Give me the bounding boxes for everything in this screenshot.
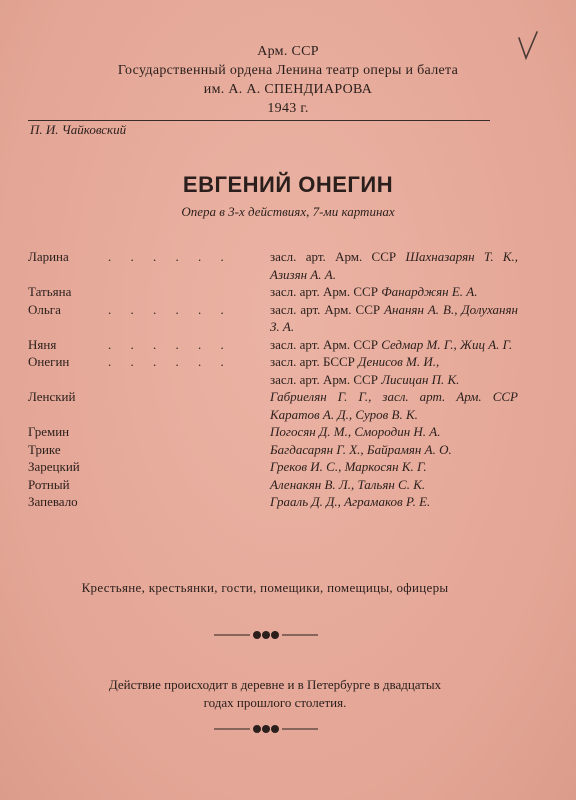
leader-dots <box>108 283 270 301</box>
performer-names: Ананян А. В., Долуханян З. А. <box>270 301 518 334</box>
performer-entry <box>270 458 518 476</box>
cast-row <box>28 441 528 459</box>
role-name: Няня <box>28 336 57 352</box>
header-theatre-name: им. А. А. СПЕНДИАРОВА <box>203 82 373 97</box>
performer-entry <box>270 388 518 423</box>
cast-row <box>28 336 528 354</box>
role-name: Ларина <box>28 249 69 264</box>
performer-honorific: засл. арт. Арм. ССР <box>270 249 397 264</box>
header-divider <box>28 120 490 121</box>
performer-entry <box>270 441 518 459</box>
cast-row <box>28 388 528 423</box>
performer-entry <box>270 371 518 389</box>
leader-dots <box>108 388 270 423</box>
cast-list <box>28 248 528 511</box>
performer-entry <box>270 476 518 494</box>
performer-entry <box>270 353 518 371</box>
cast-row <box>28 248 528 283</box>
chorus-line: Крестьяне, крестьянки, гости, помещики, помещицы, офицеры <box>81 580 449 595</box>
role-name: Ленский <box>28 389 76 404</box>
role-name: Гремин <box>28 424 70 439</box>
performer-entry <box>270 336 518 354</box>
setting-line-1: Действие происходит в деревне и в Петербурге в двадцатых <box>108 677 442 692</box>
header-year: 1943 г. <box>267 101 309 116</box>
performer-honorific: засл. арт. БССР <box>270 354 355 369</box>
leader-dots <box>108 423 270 441</box>
performer-names: Аленакян В. Л., Тальян С. К. <box>270 476 426 492</box>
cast-row <box>28 458 528 476</box>
role-name: Ольга <box>28 301 61 317</box>
performer-entry <box>270 423 518 441</box>
composer: П. И. Чайковский <box>30 122 127 137</box>
performer-names: Лисицан П. К. <box>381 371 460 387</box>
cast-row <box>28 353 528 371</box>
performer-honorific: засл. арт. Арм. ССР <box>270 371 378 387</box>
performer-entry <box>270 301 518 336</box>
performer-names: Греков И. С., Маркосян К. Г. <box>270 459 427 474</box>
leader-dots: . . . . . . <box>108 301 232 317</box>
leader-dots <box>108 441 270 459</box>
cast-row <box>28 371 528 389</box>
cast-row <box>28 283 528 301</box>
leader-dots <box>108 458 270 476</box>
role-name: Зарецкий <box>28 459 80 474</box>
performer-names: Габриелян Г. Г., засл. арт. Арм. ССР Каратов А. Д., Суров В. К. <box>270 389 518 422</box>
cast-row <box>28 301 528 336</box>
cast-row <box>28 493 528 511</box>
setting-line-2: годах прошлого столетия. <box>203 695 347 710</box>
leader-dots <box>108 371 270 389</box>
leader-dots: . . . . . . <box>108 249 232 264</box>
header-republic: Арм. ССР <box>257 44 319 59</box>
role-name: Трике <box>28 441 61 457</box>
role-name: Ротный <box>28 476 70 492</box>
header-theatre: Государственный ордена Ленина театр оперы и балета <box>117 63 459 78</box>
leader-dots: . . . . . . <box>108 354 232 369</box>
role-name: Запевало <box>28 494 78 509</box>
performer-names: Фанарджян Е. А. <box>381 284 478 299</box>
dot-ornament-icon <box>214 723 318 735</box>
performer-entry <box>270 493 518 511</box>
performer-names: Грааль Д. Д., Аграмаков Р. Е. <box>270 494 431 509</box>
leader-dots <box>108 493 270 511</box>
role-name <box>28 371 108 389</box>
dot-ornament-icon <box>214 629 318 641</box>
leader-dots: . . . . . . <box>108 336 232 352</box>
performer-names: Денисов М. И., <box>358 354 440 369</box>
role-name: Татьяна <box>28 284 72 299</box>
performer-names: Погосян Д. М., Смородин Н. А. <box>270 424 441 439</box>
role-name: Онегин <box>28 354 70 369</box>
performer-honorific: засл. арт. Арм. ССР <box>270 284 378 299</box>
leader-dots <box>108 476 270 494</box>
performer-entry <box>270 248 518 283</box>
performer-honorific: засл. арт. Арм. ССР <box>270 301 381 317</box>
performer-names: Шахназарян Т. К., Азизян А. А. <box>270 249 519 282</box>
performer-entry <box>270 283 518 301</box>
cast-row <box>28 423 528 441</box>
opera-title: ЕВГЕНИЙ ОНЕГИН <box>182 172 394 197</box>
setting-note <box>30 676 520 712</box>
performer-honorific: засл. арт. Арм. ССР <box>270 336 378 352</box>
opera-subtitle: Опера в 3-х действиях, 7-ми картинах <box>181 204 395 219</box>
performer-names: Багдасарян Г. Х., Байрамян А. О. <box>270 441 452 457</box>
performer-names: Седмар М. Г., Жиц А. Г. <box>381 336 513 352</box>
cast-row <box>28 476 528 494</box>
header <box>0 42 576 118</box>
